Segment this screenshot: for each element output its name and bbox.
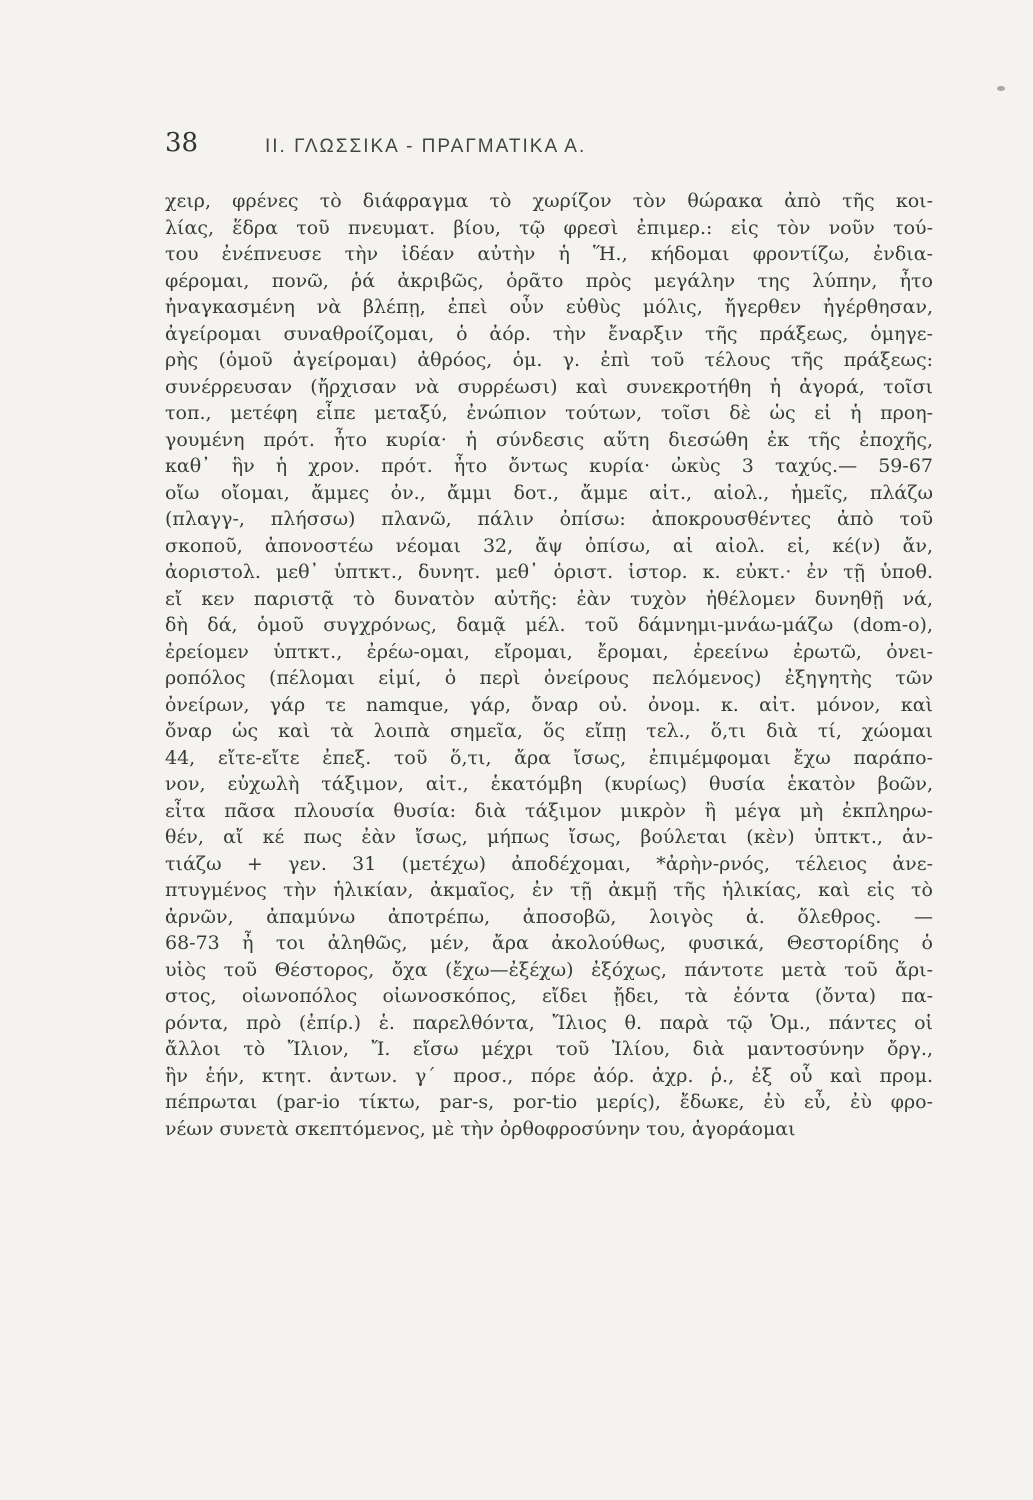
- text-line: λίας, ἕδρα τοῦ πνευματ. βίου, τῷ φρεσὶ ἐπιμερ.: εἰς τὸν νοῦν τού-: [165, 216, 933, 239]
- text-line: ἣν ἑήν, κτητ. ἀντων. γ´ προσ., πόρε ἀόρ. ἀχρ. ῥ., ἐξ οὗ καὶ προμ.: [165, 1064, 933, 1087]
- text-line: ρὴς (ὁμοῦ ἀγείρομαι) ἀθρόος, ὁμ. γ. ἐπὶ τοῦ τέλους τῆς πράξεως:: [165, 349, 933, 371]
- text-line: υἱὸς τοῦ Θέστορος, ὄχα (ἔχω—ἐξέχω) ἐξόχως, πάντοτε μετὰ τοῦ ἄρι-: [165, 958, 933, 981]
- text-line: ὀνείρων, γάρ τε namque, γάρ, ὄναρ οὐ. ὀνομ. κ. αἰτ. μόνον, καὶ: [165, 693, 933, 716]
- text-line: (πλαγγ-, πλήσσω) πλανῶ, πάλιν ὀπίσω: ἀποκρουσθέντες ἀπὸ τοῦ: [165, 508, 933, 530]
- text-line: φέρομαι, πονῶ, ῥά ἀκριβῶς, ὁρᾶτο πρὸς μεγάλην της λύπην, ἦτο: [165, 269, 933, 292]
- text-line: σκοποῦ, ἀπονοστέω νέομαι 32, ἄψ ὀπίσω, αἰ αἰολ. εἰ, κέ(ν) ἄν,: [165, 534, 933, 557]
- ink-smudge: [997, 86, 1005, 91]
- text-line: τοπ., μετέφη εἶπε μεταξύ, ἐνώπιον τούτων, τοῖσι δὲ ὡς εἰ ἡ προη-: [165, 402, 933, 424]
- page-header: [165, 128, 935, 164]
- text-line: συνέρρευσαν (ἤρχισαν νὰ συρρέωσι) καὶ συνεκροτήθη ἡ ἀγορά, τοῖσι: [165, 375, 933, 398]
- text-line: στος, οἰωνοπόλος οἰωνοσκόπος, εἴδει ᾔδει, τὰ ἐόντα (ὄντα) πα-: [165, 985, 933, 1007]
- text-line: ἐρείομεν ὑπτκτ., ἐρέω-ομαι, εἴρομαι, ἔρομαι, ἐρεείνω ἐρωτῶ, ὀνει-: [165, 640, 933, 663]
- text-line: ρόντα, πρὸ (ἐπίρ.) ἑ. παρελθόντα, Ἴλιος θ. παρὰ τῷ Ὁμ., πάντες οἱ: [165, 1011, 933, 1034]
- text-line: 68-73 ἦ τοι ἀληθῶς, μέν, ἄρα ἀκολούθως, φυσικά, Θεστορίδης ὁ: [165, 932, 933, 954]
- text-line: του ἐνέπνευσε τὴν ἰδέαν αὐτὴν ἡ Ἥ., κήδομαι φροντίζω, ἐνδια-: [165, 243, 933, 265]
- text-line: εἶτα πᾶσα πλουσία θυσία: διὰ τάξιμον μικρὸν ἢ μέγα μὴ ἐκπληρω-: [165, 799, 933, 822]
- text-line: χειρ, φρένες τὸ διάφραγμα τὸ χωρίζον τὸν θώρακα ἀπὸ τῆς κοι-: [165, 190, 933, 212]
- text-line: ἀοριστολ. μεθ᾽ ὑπτκτ., δυνητ. μεθ᾽ ὁριστ. ἱστορ. κ. εὐκτ.· ἐν τῇ ὑποθ.: [165, 561, 933, 583]
- text-line: ροπόλος (πέλομαι εἰμί, ὁ περὶ ὀνείρους πελόμενος) ἐξηγητὴς τῶν: [165, 667, 933, 689]
- page-number: 38: [165, 128, 199, 158]
- text-line: τιάζω + γεν. 31 (μετέχω) ἀποδέχομαι, *ἀρὴν-ρνός, τέλειος ἀνε-: [165, 852, 933, 875]
- text-line: 44, εἴτε-εἴτε ἐπεξ. τοῦ ὅ,τι, ἄρα ἴσως, ἐπιμέμφομαι ἔχω παράπο-: [165, 746, 933, 769]
- text-line: εἴ κεν παριστᾷ τὸ δυνατὸν αὐτῆς: ἐὰν τυχὸν ἠθέλομεν δυνηθῇ νά,: [165, 587, 933, 610]
- text-line: οἴω οἴομαι, ἄμμες ὀν., ἄμμι δοτ., ἄμμε αἰτ., αἰολ., ἡμεῖς, πλάζω: [165, 481, 933, 504]
- running-title: II. ΓΛΩΣΣΙΚΑ - ΠΡΑΓΜΑΤΙΚΑ Α.: [265, 136, 587, 157]
- text-line: πέπρωται (par-io τίκτω, par-s, por-tio μερίς), ἔδωκε, ἐὺ εὖ, ἐὺ φρο-: [165, 1091, 933, 1113]
- text-line: θέν, αἴ κέ πως ἐὰν ἴσως, μήπως ἴσως, βούλεται (κὲν) ὑπτκτ., ἀν-: [165, 826, 933, 848]
- text-line: ἀρνῶν, ἀπαμύνω ἀποτρέπω, ἀποσοβῶ, λοιγὸς ἁ. ὄλεθρος. —: [165, 905, 933, 928]
- text-line: νέων συνετὰ σκεπτόμενος, μὲ τὴν ὀρθοφροσύνην του, ἀγοράομαι: [165, 1117, 796, 1140]
- text-line: ἀγείρομαι συναθροίζομαι, ὁ ἀόρ. τὴν ἔναρξιν τῆς πράξεως, ὁμηγε-: [165, 322, 933, 345]
- text-line: καθ᾽ ἣν ἡ χρον. πρότ. ἦτο ὄντως κυρία· ὠκὺς 3 ταχύς.— 59-67: [165, 455, 933, 477]
- text-line: ἄλλοι τὸ Ἴλιον, Ἴ. εἴσω μέχρι τοῦ Ἰλίου, διὰ μαντοσύνην ὄργ.,: [165, 1038, 933, 1060]
- text-line: δὴ δά, ὁμοῦ συγχρόνως, δαμᾷ μέλ. τοῦ δάμνημι-μνάω-μάζω (dom-o),: [165, 614, 933, 636]
- text-line: ὄναρ ὡς καὶ τὰ λοιπὰ σημεῖα, ὅς εἴπῃ τελ., ὅ,τι διὰ τί, χώομαι: [165, 720, 933, 742]
- body-text: [165, 188, 933, 1142]
- text-line: ἠναγκασμένη νὰ βλέπῃ, ἐπεὶ οὖν εὐθὺς μόλις, ἤγερθεν ἠγέρθησαν,: [165, 296, 933, 318]
- text-line: νον, εὐχωλὴ τάξιμον, αἰτ., ἑκατόμβη (κυρίως) θυσία ἑκατὸν βοῶν,: [165, 773, 933, 795]
- text-line: πτυγμένος τὴν ἡλικίαν, ἀκμαῖος, ἐν τῇ ἀκμῇ τῆς ἡλικίας, καὶ εἰς τὸ: [165, 879, 933, 901]
- text-line: γουμένη πρότ. ἦτο κυρία· ἡ σύνδεσις αὕτη διεσώθη ἐκ τῆς ἐποχῆς,: [165, 428, 933, 451]
